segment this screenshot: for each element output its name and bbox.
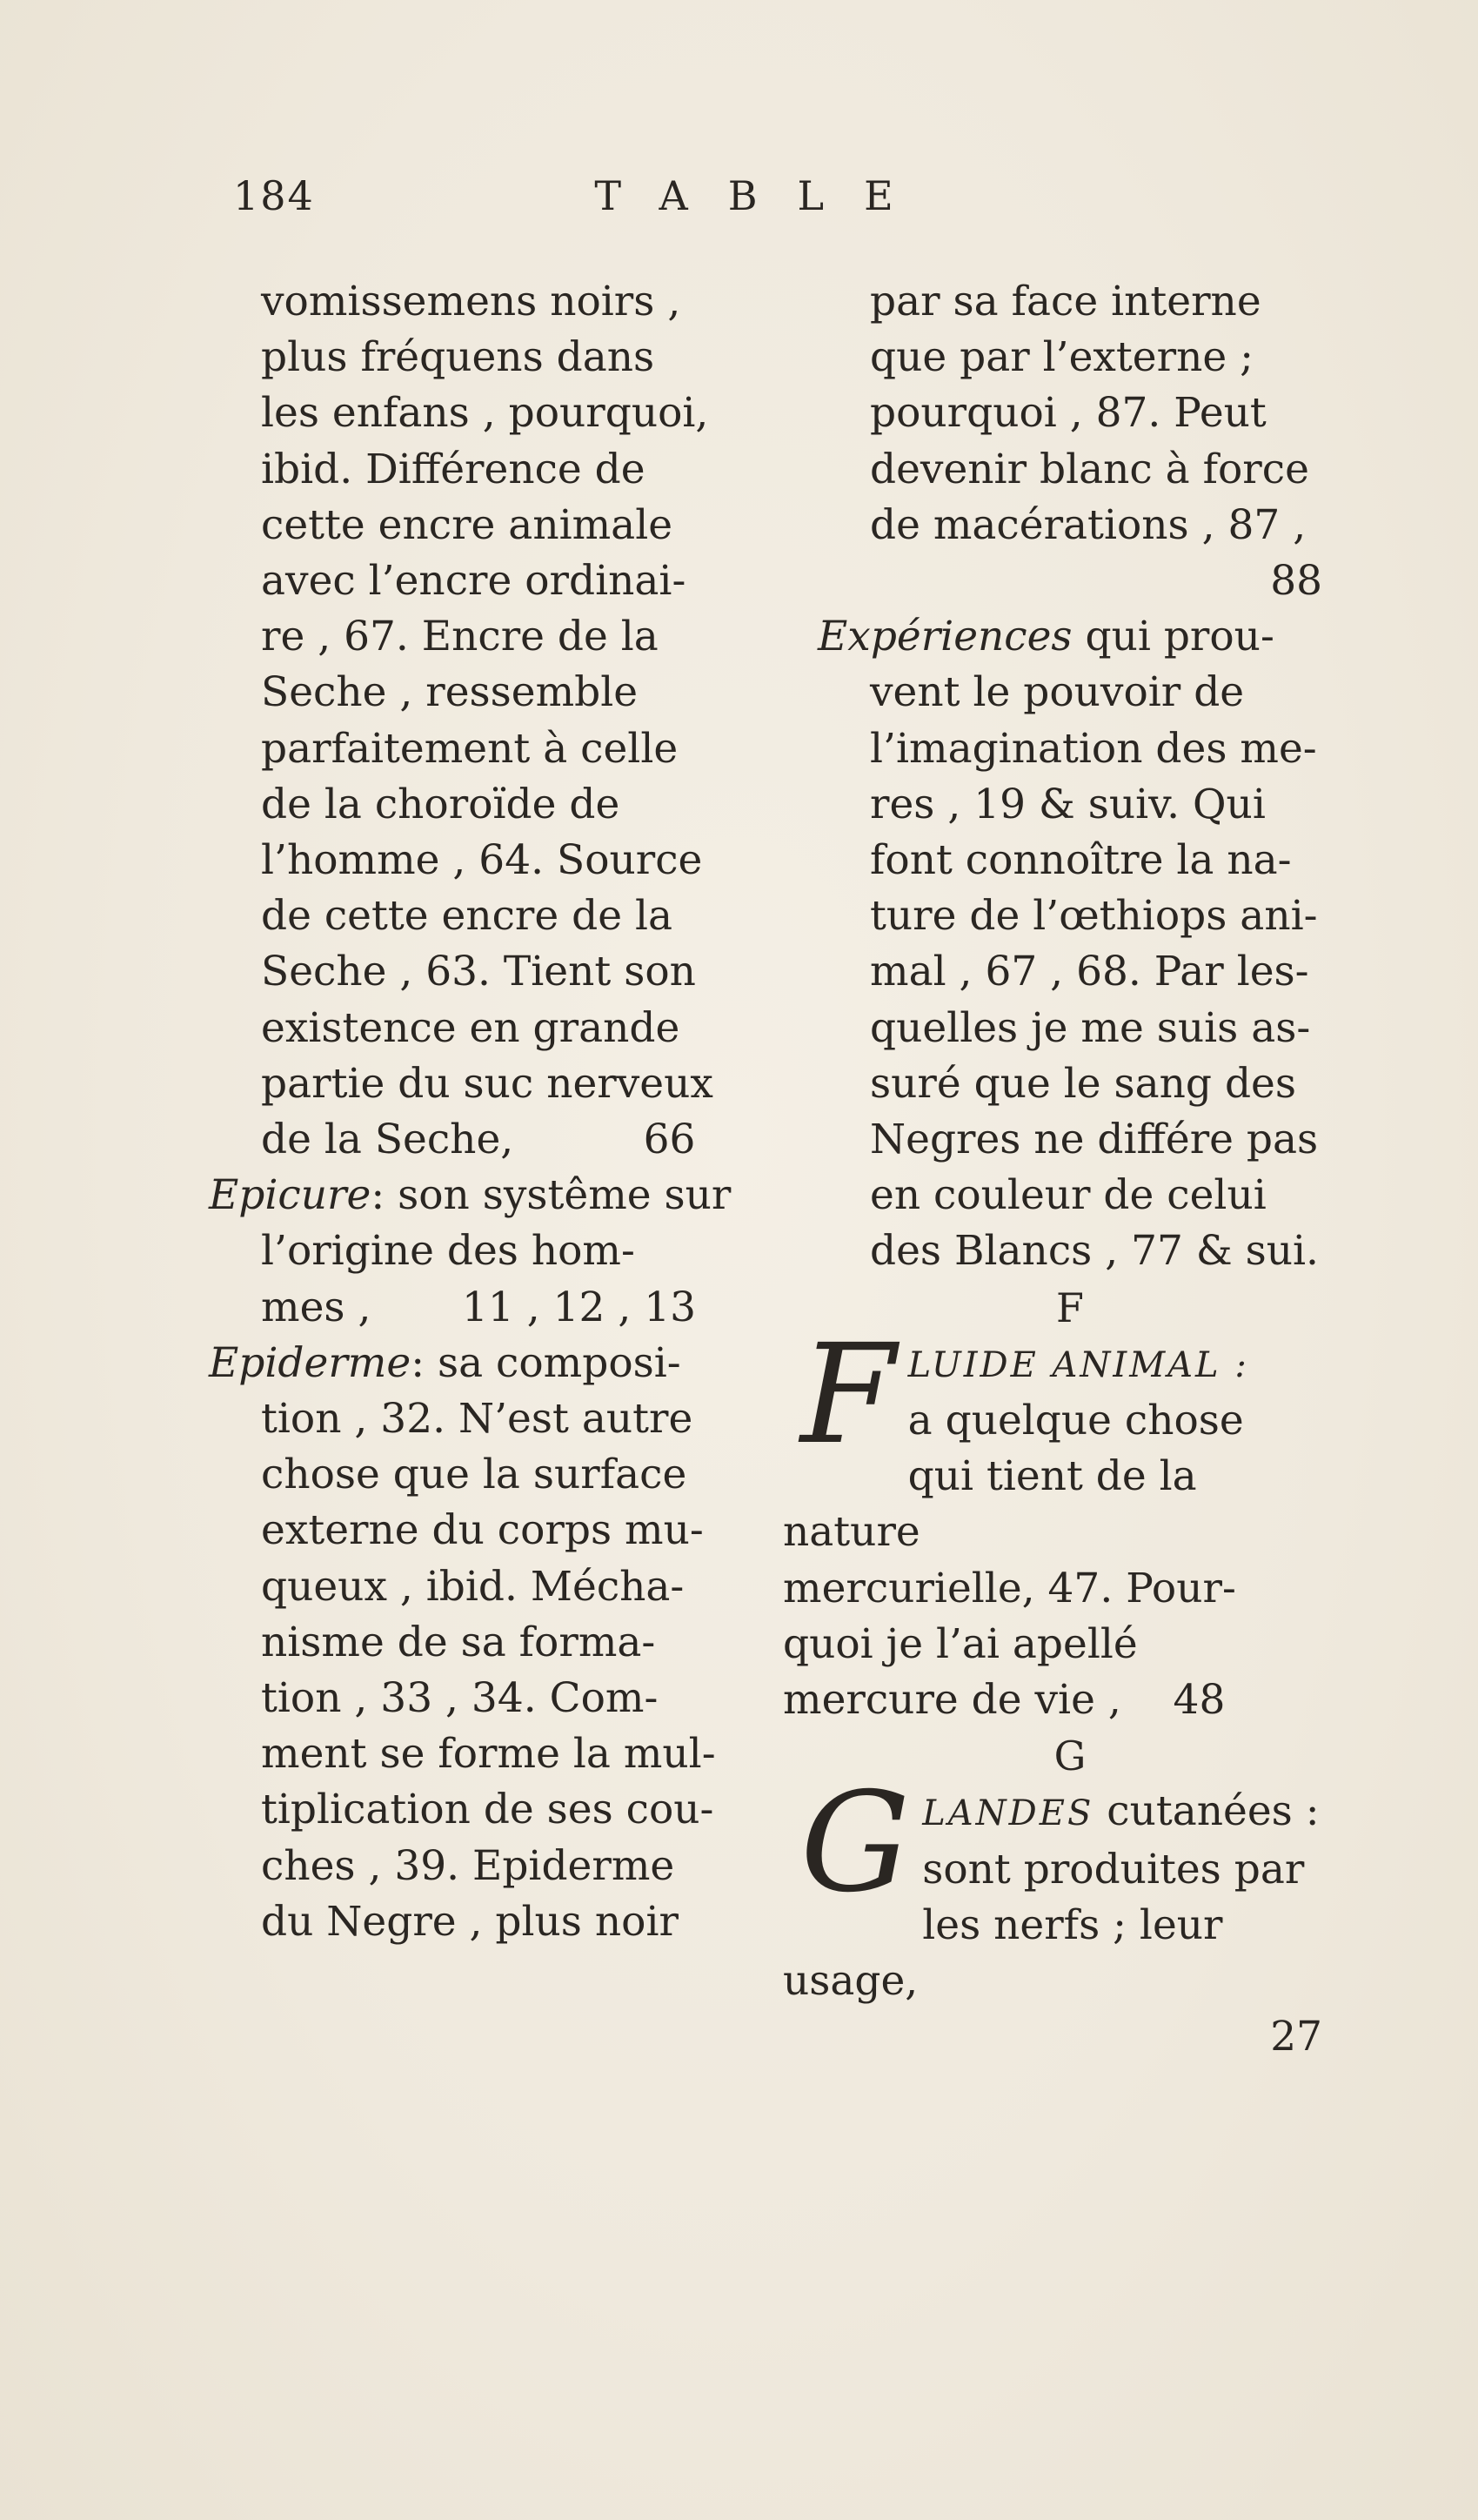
text-line: avec l’encre ordinai- xyxy=(261,557,686,606)
right-column xyxy=(783,274,1322,2066)
text-line: qui tient de la nature xyxy=(783,1452,1197,1557)
text-line: : son systême sur xyxy=(371,1171,732,1220)
entry-continuation xyxy=(870,274,1322,609)
entry-experiences xyxy=(818,609,1322,1279)
text-line: de cette encre de la xyxy=(261,892,673,941)
entry-vomissemens-continuation xyxy=(261,274,748,1168)
text-line: Negres ne différe pas xyxy=(870,1116,1319,1164)
section-letter-g: G xyxy=(1053,1732,1087,1780)
text-line: les nerfs ; leur usage, xyxy=(783,1900,1223,2006)
page-number: 184 xyxy=(233,172,315,219)
text-line: ment se forme la mul- xyxy=(261,1730,716,1779)
entry-head: Expériences xyxy=(818,613,1073,661)
text-line: en couleur de celui xyxy=(870,1171,1267,1220)
left-column xyxy=(209,274,748,1950)
text-line: queux , ibid. Mécha- xyxy=(261,1562,685,1611)
text-line: mercure de vie , 48 xyxy=(783,1676,1226,1725)
text-line: font connoître la na- xyxy=(870,836,1292,885)
text-line: l’imagination des me- xyxy=(870,724,1317,773)
text-line: quoi je l’ai apellé xyxy=(783,1619,1138,1668)
text-line: vomissemens noirs , xyxy=(261,278,681,325)
entry-head: LANDES xyxy=(922,1793,1094,1834)
text-line: que par l’externe ; xyxy=(870,333,1254,382)
running-title: TABLE xyxy=(594,172,933,219)
text-line: des Blancs , 77 & sui. xyxy=(870,1227,1319,1276)
text-line: partie du suc nerveux xyxy=(261,1059,713,1108)
text-line: 88 xyxy=(1270,557,1322,606)
text-line: quelles je me suis as- xyxy=(870,1003,1311,1052)
text-line: les enfans , pourquoi, xyxy=(261,389,709,438)
text-line: tiplication de ses cou- xyxy=(261,1786,714,1834)
text-line: l’homme , 64. Source xyxy=(261,836,703,885)
entry-epicure xyxy=(209,1168,748,1336)
text-line: de macérations , 87 , xyxy=(870,500,1307,549)
text-line: 27 xyxy=(1270,2013,1322,2061)
text-line: cette encre animale xyxy=(261,500,673,549)
text-line: a quelque chose xyxy=(907,1397,1244,1445)
section-letter-f: F xyxy=(1056,1283,1084,1331)
entry-fluide-animal xyxy=(783,1314,1322,1728)
text-line: ches , 39. Epiderme xyxy=(261,1841,675,1890)
drop-cap: G xyxy=(800,1763,911,1924)
entry-head: LUIDE ANIMAL : xyxy=(907,1344,1249,1385)
entry-head: Epicure xyxy=(209,1171,371,1220)
page-header xyxy=(233,172,1321,233)
text-line: tion , 32. N’est autre xyxy=(261,1395,693,1444)
text-line: de la Seche, 66 xyxy=(261,1116,696,1164)
text-line: Seche , ressemble xyxy=(261,668,639,717)
text-line: pourquoi , 87. Peut xyxy=(870,389,1267,438)
text-line: chose que la surface xyxy=(261,1451,687,1499)
entry-head: Epiderme xyxy=(209,1338,411,1387)
text-line: du Negre , plus noir xyxy=(261,1897,679,1946)
text-line: parfaitement à celle xyxy=(261,724,679,773)
text-line: suré que le sang des xyxy=(870,1059,1296,1108)
text-line: externe du corps mu- xyxy=(261,1506,704,1555)
text-line: : sa composi- xyxy=(411,1338,681,1387)
entry-epiderme xyxy=(209,1336,748,1950)
text-line: nisme de sa forma- xyxy=(261,1618,656,1666)
text-line: l’origine des hom- xyxy=(261,1227,635,1276)
text-line: Seche , 63. Tient son xyxy=(261,948,696,996)
text-line: tion , 33 , 34. Com- xyxy=(261,1674,659,1723)
text-line: mercurielle, 47. Pour- xyxy=(783,1564,1236,1612)
text-line: res , 19 & suiv. Qui xyxy=(870,780,1266,828)
text-line: re , 67. Encre de la xyxy=(261,613,659,661)
text-line: cutanées : xyxy=(1093,1787,1320,1836)
text-line: plus fréquens dans xyxy=(261,333,655,382)
text-line: vent le pouvoir de xyxy=(870,668,1245,717)
text-line: sont produites par xyxy=(922,1845,1305,1893)
text-line: mal , 67 , 68. Par les- xyxy=(870,948,1309,996)
text-line: par sa face interne xyxy=(870,278,1261,325)
text-line: devenir blanc à force xyxy=(870,445,1309,493)
text-line: ture de l’œthiops ani- xyxy=(870,892,1318,941)
text-line: ibid. Différence de xyxy=(261,445,645,493)
drop-cap: F xyxy=(800,1314,896,1475)
text-line: de la choroïde de xyxy=(261,780,620,828)
text-line: existence en grande xyxy=(261,1003,680,1052)
text-line: mes , 11 , 12 , 13 xyxy=(261,1283,697,1331)
entry-glandes xyxy=(783,1763,1322,2065)
text-line: qui prou- xyxy=(1072,613,1274,661)
